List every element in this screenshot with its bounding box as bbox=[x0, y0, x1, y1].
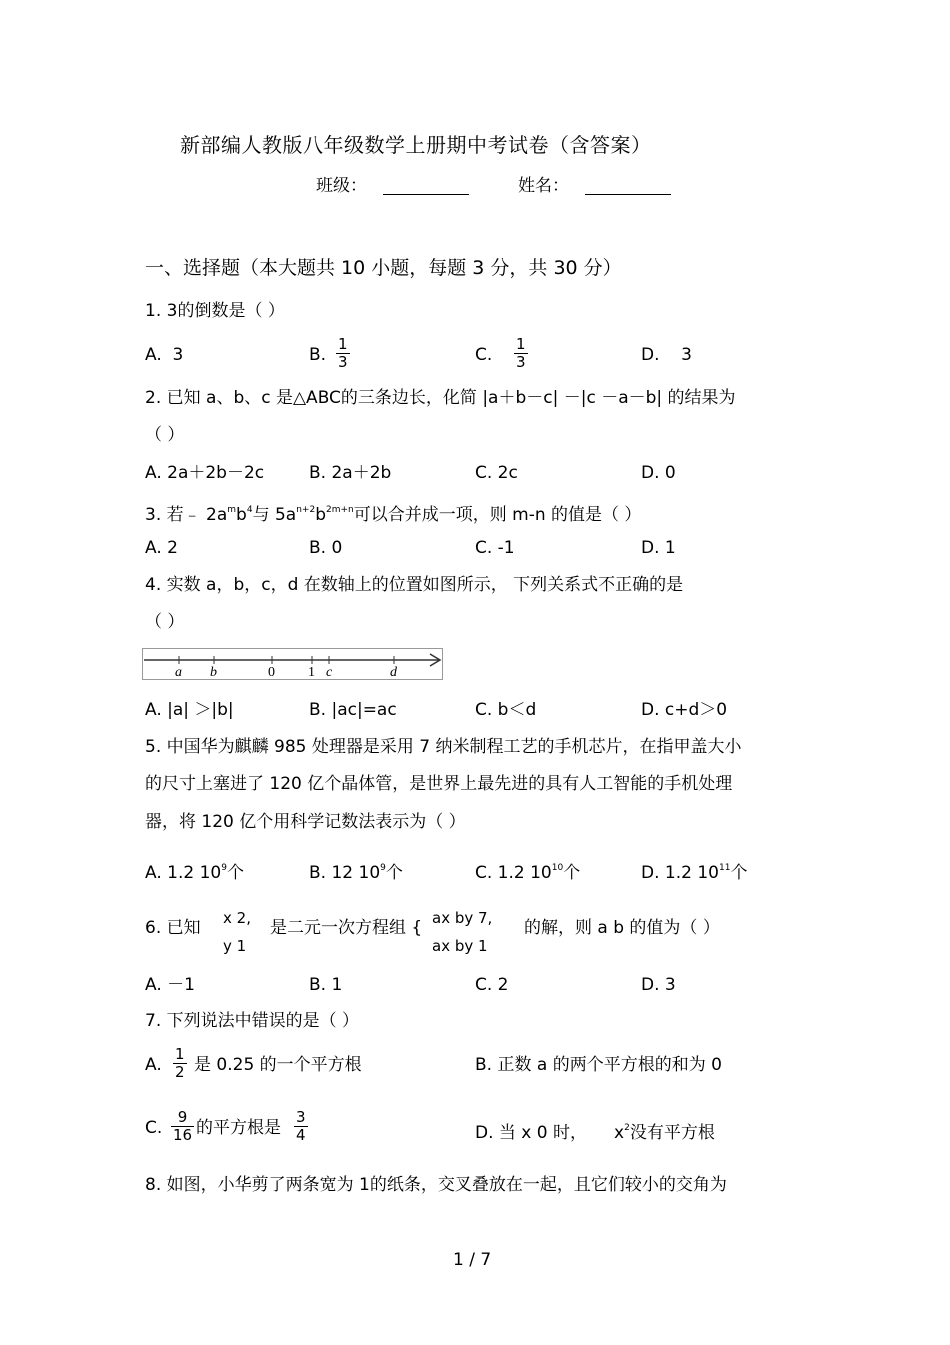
q7-c-denominator: 16 bbox=[173, 1126, 193, 1144]
class-blank bbox=[383, 176, 469, 195]
q7-d-var: x bbox=[614, 1123, 625, 1143]
q1-d-value: 3 bbox=[681, 345, 692, 365]
q1-d-label: D. bbox=[641, 345, 660, 365]
name-label-text: 姓名： bbox=[518, 176, 569, 196]
q7-option-a-fraction bbox=[173, 1046, 187, 1081]
question-3-stem bbox=[145, 500, 641, 525]
q7-option-d bbox=[475, 1118, 715, 1143]
q3-part-3: 与 5a bbox=[252, 505, 297, 525]
question-5-line-3: 器，将 120 亿个用科学记数法表示为（ ） bbox=[145, 812, 466, 832]
name-blank bbox=[585, 176, 671, 195]
name-label bbox=[518, 176, 671, 196]
q5-b-unit: 个 bbox=[385, 863, 403, 883]
q6-equation-system bbox=[432, 904, 492, 960]
q1-c-denominator: 3 bbox=[516, 353, 526, 371]
label-1: 1 bbox=[308, 665, 315, 680]
page-number: 1 / 7 bbox=[453, 1250, 492, 1270]
q5-c-unit: 个 bbox=[563, 863, 581, 883]
q5-option-d bbox=[641, 858, 747, 883]
q6-middle: 是二元一次方程组 { bbox=[270, 918, 423, 938]
q6-prefix: 6. 已知 bbox=[145, 918, 201, 938]
q6-option-a: A. －1 bbox=[145, 975, 195, 995]
q7-c-numerator: 9 bbox=[171, 1109, 194, 1127]
q1-option-c-label: C. bbox=[475, 345, 493, 365]
question-1-stem: 1. 3的倒数是（ ） bbox=[145, 301, 285, 321]
q3-option-b: B. 0 bbox=[309, 538, 343, 558]
question-2-bracket: （ ） bbox=[145, 425, 185, 445]
label-0: 0 bbox=[268, 665, 275, 680]
q7-option-a-text: 是 0.25 的一个平方根 bbox=[194, 1055, 362, 1075]
class-label bbox=[316, 176, 469, 196]
q3-exp-n2: n+2 bbox=[296, 505, 316, 515]
q6-y-line: y 1 bbox=[223, 937, 247, 955]
q5-d-base: D. 1.2 10 bbox=[641, 863, 719, 883]
q2-option-d: D. 0 bbox=[641, 463, 676, 483]
q7-d-part-2: 没有平方根 bbox=[629, 1123, 715, 1143]
q3-option-c: C. -1 bbox=[475, 538, 515, 558]
q4-option-b: B. |ac|=ac bbox=[309, 700, 397, 720]
q7-a-denominator: 2 bbox=[175, 1063, 185, 1081]
q6-option-d: D. 3 bbox=[641, 975, 676, 995]
q5-b-exponent: 9 bbox=[380, 863, 386, 873]
label-d: d bbox=[390, 665, 397, 680]
q6-x-line: x 2, bbox=[223, 909, 251, 927]
q3-option-d: D. 1 bbox=[641, 538, 676, 558]
q5-option-a bbox=[145, 858, 244, 883]
q6-option-c: C. 2 bbox=[475, 975, 509, 995]
q6-option-b: B. 1 bbox=[309, 975, 343, 995]
q1-option-b-fraction bbox=[336, 336, 350, 371]
figure-border bbox=[143, 649, 443, 680]
q3-exp-4: 4 bbox=[246, 505, 253, 515]
class-label-text: 班级： bbox=[316, 176, 367, 196]
q7-option-c-fraction-2 bbox=[294, 1109, 308, 1144]
q4-option-d: D. c+d＞0 bbox=[641, 700, 728, 720]
q1-a-value: 3 bbox=[172, 345, 184, 365]
q7-option-a-label: A. bbox=[145, 1055, 162, 1075]
q5-d-unit: 个 bbox=[730, 863, 748, 883]
q5-c-base: C. 1.2 10 bbox=[475, 863, 552, 883]
q5-b-base: B. 12 10 bbox=[309, 863, 381, 883]
q5-a-unit: 个 bbox=[226, 863, 244, 883]
q5-option-b bbox=[309, 858, 403, 883]
q1-option-d bbox=[641, 345, 692, 365]
q3-part-5: 可以合并成一项，则 m-n 的值是（ ） bbox=[353, 505, 642, 525]
question-4-bracket: （ ） bbox=[145, 612, 185, 632]
q3-part-1: 3. 若﹣ 2a bbox=[145, 505, 228, 525]
q7-d-exponent: 2 bbox=[624, 1123, 630, 1133]
section-heading: 一、选择题（本大题共 10 小题，每题 3 分，共 30 分） bbox=[145, 257, 622, 279]
question-5-line-2: 的尺寸上塞进了 120 亿个晶体管，是世界上最先进的具有人工智能的手机处理 bbox=[145, 774, 733, 794]
question-2-stem: 2. 已知 a、b、c 是△ABC的三条边长，化简 |a＋b－c| －|c －a－b| 的结果为 bbox=[145, 388, 736, 408]
q3-option-a: A. 2 bbox=[145, 538, 178, 558]
q7-c2-denominator: 4 bbox=[296, 1126, 306, 1144]
q1-option-b-label: B. bbox=[309, 345, 327, 365]
q7-c2-numerator: 3 bbox=[296, 1108, 306, 1126]
label-b: b bbox=[210, 665, 217, 680]
q7-option-c-text: 的平方根是 bbox=[196, 1118, 281, 1138]
question-8-stem: 8. 如图，小华剪了两条宽为 1的纸条，交叉叠放在一起，且它们较小的交角为 bbox=[145, 1175, 727, 1195]
q5-option-c bbox=[475, 858, 580, 883]
q3-exp-2mn: 2m+n bbox=[326, 505, 354, 515]
q7-d-part-1: D. 当 x 0 时， bbox=[475, 1123, 587, 1143]
q7-option-c-fraction bbox=[171, 1109, 194, 1144]
q7-option-b: B. 正数 a 的两个平方根的和为 0 bbox=[475, 1055, 722, 1075]
q5-c-exponent: 10 bbox=[551, 863, 564, 873]
q1-b-denominator: 3 bbox=[338, 353, 348, 371]
q6-solution-system bbox=[223, 904, 251, 960]
page-title: 新部编人教版八年级数学上册期中考试卷（含答案） bbox=[180, 133, 652, 157]
q1-option-c-fraction bbox=[514, 336, 528, 371]
q1-c-numerator: 1 bbox=[516, 335, 526, 353]
q7-option-c-label: C. bbox=[145, 1118, 163, 1138]
number-line-figure bbox=[142, 648, 444, 680]
q3-part-2: b bbox=[236, 505, 247, 525]
q3-exp-m: m bbox=[227, 505, 237, 515]
question-4-stem: 4. 实数 a，b，c，d 在数轴上的位置如图所示， 下列关系式不正确的是 bbox=[145, 575, 684, 595]
q5-a-base: A. 1.2 10 bbox=[145, 863, 222, 883]
q1-option-a bbox=[145, 345, 183, 365]
q2-option-b: B. 2a＋2b bbox=[309, 463, 392, 483]
q5-a-exponent: 9 bbox=[221, 863, 227, 873]
q7-a-numerator: 1 bbox=[175, 1045, 185, 1063]
q6-equation-2: ax by 1 bbox=[432, 937, 488, 955]
q4-option-a: A. |a| ＞|b| bbox=[145, 700, 234, 720]
question-7-stem: 7. 下列说法中错误的是（ ） bbox=[145, 1011, 360, 1031]
q4-option-c: C. b＜d bbox=[475, 700, 537, 720]
q2-option-a: A. 2a＋2b－2c bbox=[145, 463, 265, 483]
q1-b-numerator: 1 bbox=[338, 335, 348, 353]
q1-a-label: A. bbox=[145, 345, 162, 365]
label-c: c bbox=[326, 665, 333, 680]
q6-suffix: 的解，则 a b 的值为（ ） bbox=[524, 918, 720, 938]
q3-part-4: b bbox=[315, 505, 326, 525]
q6-equation-1: ax by 7, bbox=[432, 909, 493, 927]
label-a: a bbox=[175, 665, 182, 680]
q2-option-c: C. 2c bbox=[475, 463, 518, 483]
q5-d-exponent: 11 bbox=[718, 863, 731, 873]
question-5-line-1: 5. 中国华为麒麟 985 处理器是采用 7 纳米制程工艺的手机芯片，在指甲盖大小 bbox=[145, 737, 742, 757]
